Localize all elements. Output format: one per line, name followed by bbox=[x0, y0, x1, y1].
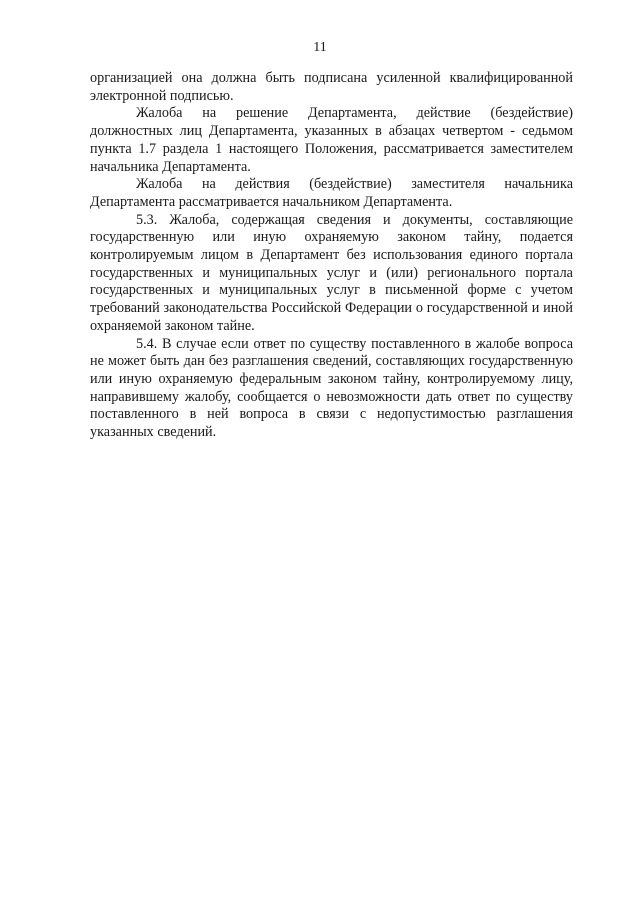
document-body bbox=[90, 70, 573, 442]
paragraph-5-4: 5.4. В случае если ответ по существу поставленного в жалобе вопроса не может быть дан без разглашения сведений, составляющих государственную или иную охраняемую федеральным законом тайну, контролируемому лицу, направившему жалобу, сообщается о невозможности дать ответ по существу поставленного в ней вопроса в связи с недопустимостью разглашения указанных сведений. bbox=[90, 335, 573, 441]
paragraph-complaint-head: Жалоба на действия (бездействие) заместителя начальника Департамента рассматривается начальником Департамента. bbox=[90, 176, 573, 210]
paragraph-continuation: организацией она должна быть подписана усиленной квалифицированной электронной подписью. bbox=[90, 70, 573, 104]
page-number: 11 bbox=[313, 40, 327, 55]
paragraph-complaint-deputy: Жалоба на решение Департамента, действие (бездействие) должностных лиц Департамента, указанных в абзацах четвертом - седьмом пункта 1.7 раздела 1 настоящего Положения, рассматривается заместителем начальника Департамента. bbox=[90, 105, 573, 175]
paragraph-5-3: 5.3. Жалоба, содержащая сведения и документы, составляющие государственную или иную охраняемую законом тайну, подается контролируемым лицом в Департамент без использования единого портала государственных и муниципальных услуг и (или) регионального портала государственных и муниципальных услуг в письменной форме с учетом требований законодательства Российской Федерации о государственной и иной охраняемой законом тайне. bbox=[90, 211, 573, 334]
